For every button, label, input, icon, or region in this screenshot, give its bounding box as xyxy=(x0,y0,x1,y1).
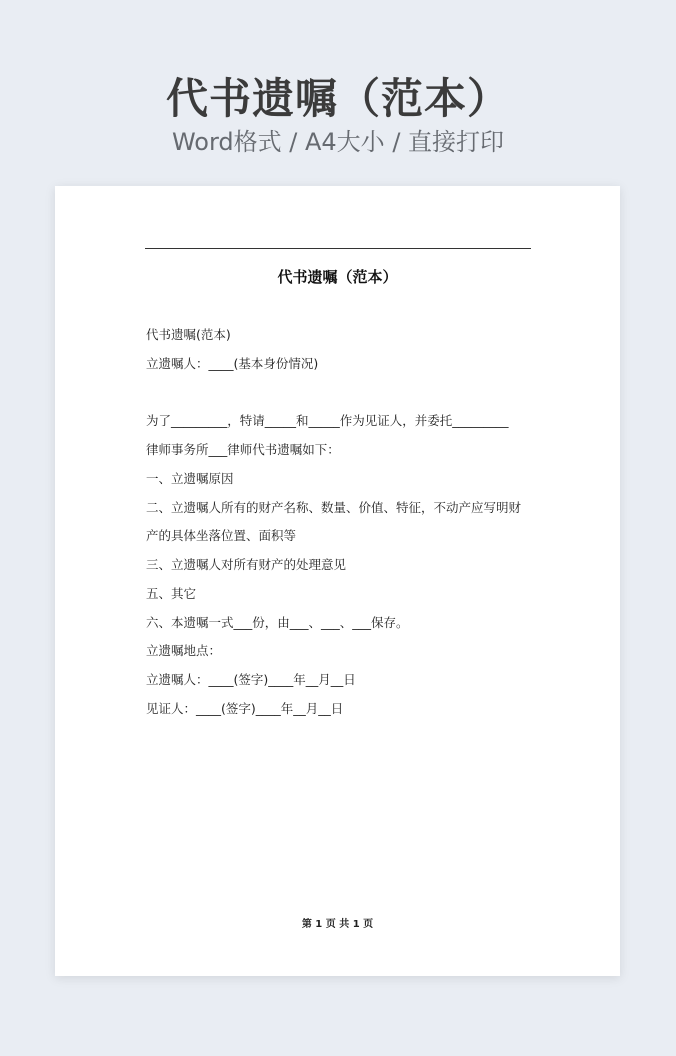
text-line: 为了_________，特请_____和_____作为见证人，并委托_________ xyxy=(146,413,509,428)
page-footer: 第 1 页 共 1 页 xyxy=(301,919,374,930)
text-line: 产的具体坐落位置、面积等 xyxy=(146,528,297,543)
text-line: 立遗嘱地点： xyxy=(146,643,222,658)
document-page xyxy=(55,186,620,976)
text-line: 二、立遗嘱人所有的财产名称、数量、价值、特征，不动产应写明财 xyxy=(146,500,522,515)
banner-subtitle: Word格式 / A4大小 / 直接打印 xyxy=(171,128,505,156)
text-line: 一、立遗嘱原因 xyxy=(146,471,234,486)
banner-title: 代书遗嘱（范本） xyxy=(165,74,510,123)
document-title: 代书遗嘱（范本） xyxy=(277,268,398,286)
text-line: 立遗嘱人：____(签字)____年__月__日 xyxy=(146,672,356,687)
text-line: 见证人：____(签字)____年__月__日 xyxy=(146,701,344,716)
text-line: 三、立遗嘱人对所有财产的处理意见 xyxy=(146,557,347,572)
text-line: 六、本遗嘱一式___份，由___、___、___保存。 xyxy=(146,615,409,630)
text-line: 立遗嘱人：____(基本身份情况) xyxy=(146,356,319,371)
header-rule xyxy=(145,248,531,249)
text-line: 五、其它 xyxy=(146,586,197,601)
text-line: 代书遗嘱(范本) xyxy=(146,327,231,342)
text-line: 律师事务所___律师代书遗嘱如下： xyxy=(146,442,340,457)
